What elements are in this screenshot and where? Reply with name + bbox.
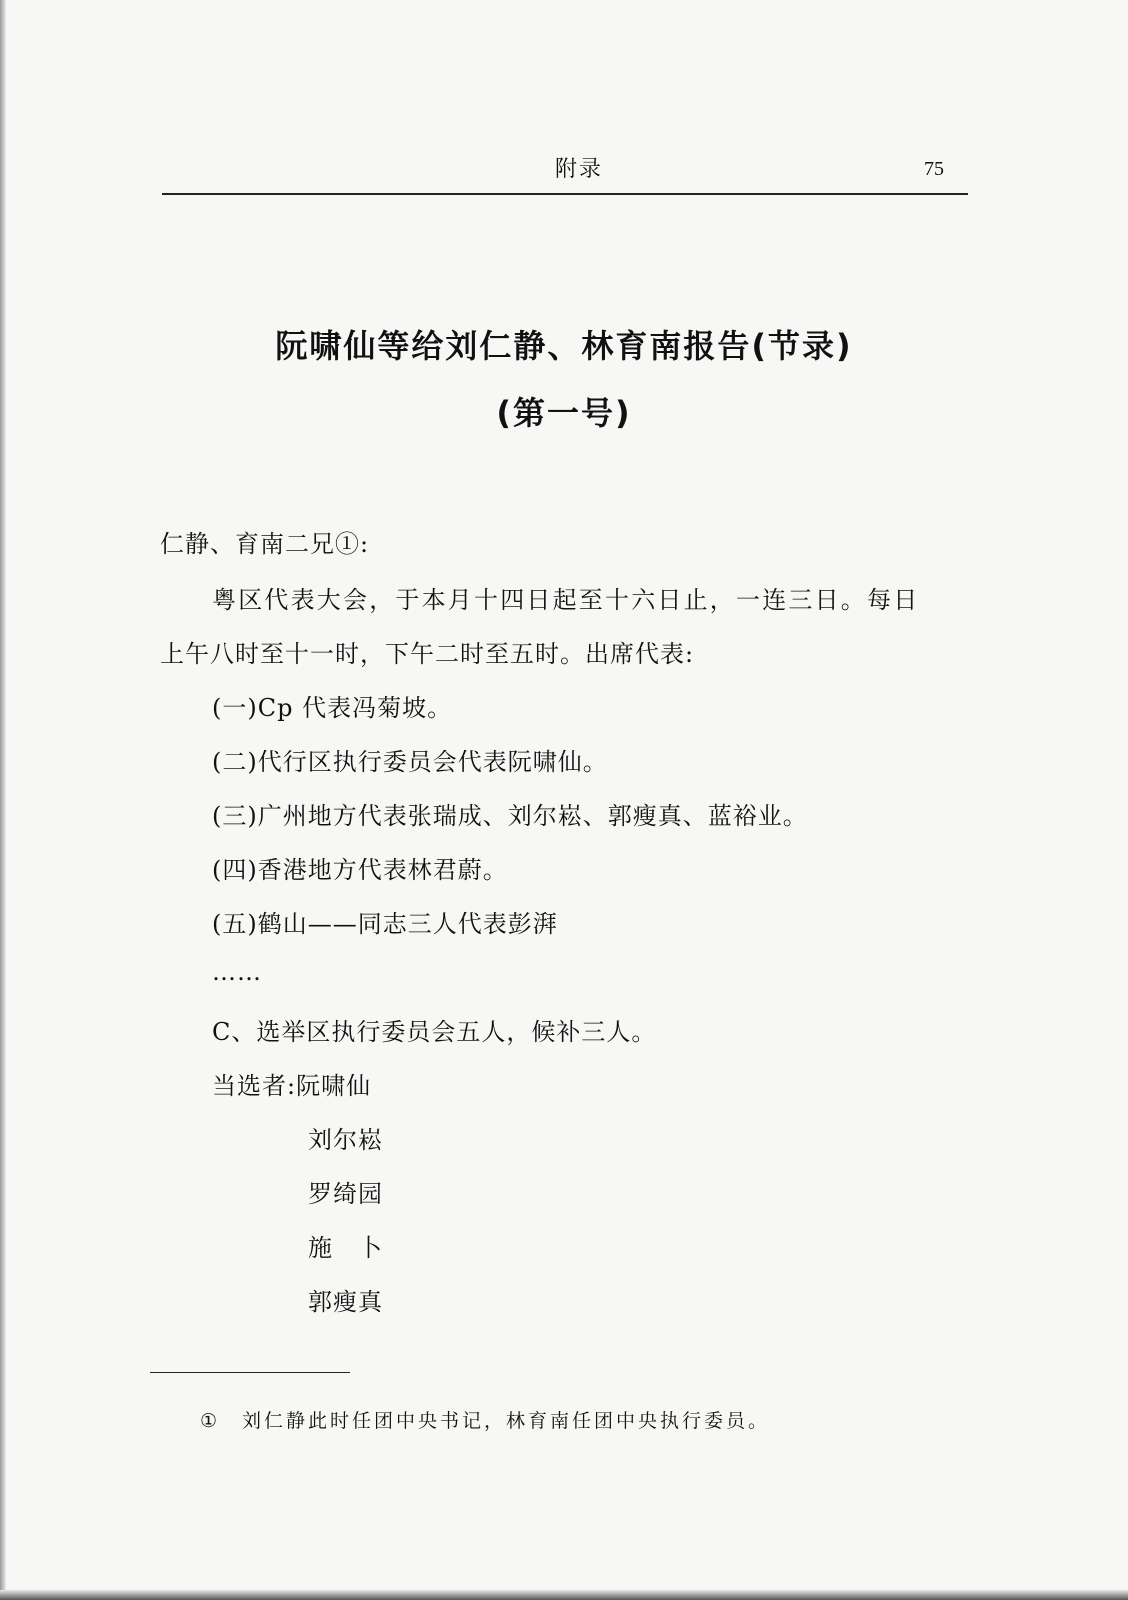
document-title: 阮啸仙等给刘仁静、林育南报告(节录) xyxy=(275,327,853,365)
footnote xyxy=(200,1406,770,1433)
elected-name: 刘尔崧 xyxy=(308,1126,383,1154)
header-rule xyxy=(162,193,968,195)
footnote-rule xyxy=(150,1372,350,1373)
delegate-item: (二)代行区执行委员会代表阮啸仙。 xyxy=(212,748,608,776)
scan-bottom-edge xyxy=(0,1590,1128,1600)
elected-name: 施 卜 xyxy=(308,1234,383,1262)
footnote-text: 刘仁静此时任团中央书记，林育南任团中央执行委员。 xyxy=(242,1410,771,1432)
paragraph-line: 粤区代表大会，于本月十四日起至十六日止，一连三日。每日 xyxy=(212,586,920,614)
elected-label: 当选者:阮啸仙 xyxy=(212,1072,372,1100)
salutation: 仁静、育南二兄①: xyxy=(160,530,370,558)
ellipsis: …… xyxy=(212,958,262,986)
document-subtitle: (第一号) xyxy=(496,394,632,432)
delegate-item: (一)Cp 代表冯菊坡。 xyxy=(212,694,453,722)
scan-left-edge xyxy=(0,0,6,1600)
elected-name: 郭瘦真 xyxy=(308,1288,383,1316)
paragraph-line: 上午八时至十一时，下午二时至五时。出席代表: xyxy=(160,640,695,668)
delegate-item: (五)鹤山——同志三人代表彭湃 xyxy=(212,910,558,938)
running-header-section: 附录 xyxy=(555,157,604,182)
delegate-item: (三)广州地方代表张瑞成、刘尔崧、郭瘦真、蓝裕业。 xyxy=(212,802,808,830)
delegate-item: (四)香港地方代表林君蔚。 xyxy=(212,856,508,884)
footnote-marker: ① xyxy=(200,1410,221,1432)
elected-name: 罗绮园 xyxy=(308,1180,383,1208)
page-number: 75 xyxy=(924,158,944,180)
section-c: C、选举区执行委员会五人，候补三人。 xyxy=(212,1018,657,1046)
